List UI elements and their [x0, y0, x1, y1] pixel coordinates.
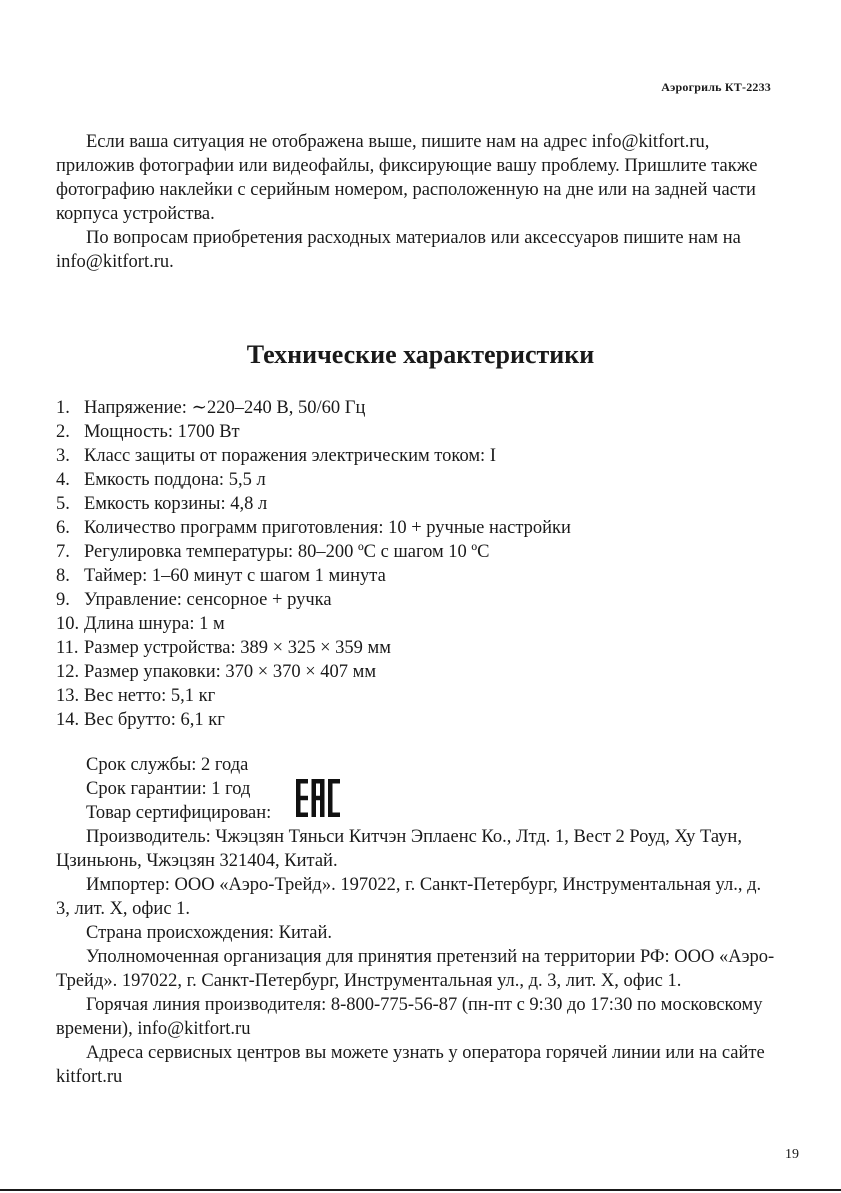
importer: Импортер: ООО «Аэро-Трейд». 197022, г. Санкт-Петербург, Инструментальная ул., д. 3, лит. Х, офис 1.	[56, 875, 762, 919]
spec-text: Количество программ приготовления: 10 + ручные настройки	[84, 518, 571, 538]
spec-item	[56, 420, 776, 444]
spec-text: Вес брутто: 6,1 кг	[84, 710, 225, 730]
spec-text: Емкость корзины: 4,8 л	[84, 494, 268, 514]
spec-number: 5.	[56, 494, 70, 514]
spec-text: Длина шнура: 1 м	[84, 614, 225, 634]
spec-number: 14.	[56, 710, 80, 730]
spec-text: Размер устройства: 389 × 325 × 359 мм	[84, 638, 391, 658]
spec-number: 2.	[56, 422, 70, 442]
spec-item	[56, 396, 776, 420]
eac-mark-icon	[296, 779, 340, 817]
spec-item	[56, 660, 776, 684]
spec-text: Напряжение: ∼220–240 В, 50/60 Гц	[84, 398, 366, 418]
spec-item	[56, 636, 776, 660]
spec-item	[56, 492, 776, 516]
spec-text: Вес нетто: 5,1 кг	[84, 686, 216, 706]
page-bottom-rule	[0, 1189, 841, 1191]
spec-number: 8.	[56, 566, 70, 586]
warranty-period: Срок гарантии: 1 год	[86, 779, 251, 799]
certified-label: Товар сертифицирован:	[86, 803, 272, 823]
certification-block	[56, 753, 776, 825]
spec-text: Размер упаковки: 370 × 370 × 407 мм	[84, 662, 377, 682]
section-title: Технические характеристики	[246, 340, 595, 369]
country-of-origin: Страна происхождения: Китай.	[86, 923, 332, 943]
intro-section	[56, 130, 776, 274]
page-number: 19	[785, 1147, 799, 1162]
service-life: Срок службы: 2 года	[86, 755, 249, 775]
authorized-organization: Уполномоченная организация для принятия претензий на территории РФ: ООО «Аэро-Трейд». 197022, г. Санкт-Петербург, Инструментальная ул., д. 3, лит. Х, офис 1.	[56, 947, 775, 991]
spec-item	[56, 708, 776, 732]
spec-number: 1.	[56, 398, 70, 418]
spec-text: Управление: сенсорное + ручка	[84, 590, 332, 610]
spec-number: 7.	[56, 542, 70, 562]
spec-number: 9.	[56, 590, 70, 610]
service-centers: Адреса сервисных центров вы можете узнать у оператора горячей линии или на сайте kitfort.ru	[56, 1043, 765, 1087]
spec-item	[56, 588, 776, 612]
spec-item	[56, 612, 776, 636]
spec-number: 11.	[56, 638, 79, 658]
spec-item	[56, 516, 776, 540]
intro-paragraph: Если ваша ситуация не отображена выше, пишите нам на адрес info@kitfort.ru, приложив фотографии или видеофайлы, фиксирующие вашу проблему. Пришлите также фотографию наклейки с серийным номером, расположенную на дне или на задней части корпуса устройства.	[56, 132, 758, 224]
spec-item	[56, 444, 776, 468]
info-section	[56, 753, 776, 1089]
spec-text: Емкость поддона: 5,5 л	[84, 470, 266, 490]
spec-item	[56, 540, 776, 564]
specs-list	[56, 396, 776, 732]
spec-number: 6.	[56, 518, 70, 538]
intro-paragraph: По вопросам приобретения расходных материалов или аксессуаров пишите нам на info@kitfort.ru.	[56, 228, 741, 272]
spec-number: 13.	[56, 686, 80, 706]
running-header: Аэрогриль КТ-2233	[661, 80, 771, 94]
spec-text: Мощность: 1700 Вт	[84, 422, 240, 442]
spec-text: Таймер: 1–60 минут с шагом 1 минута	[84, 566, 386, 586]
spec-number: 12.	[56, 662, 80, 682]
spec-item	[56, 684, 776, 708]
spec-text: Регулировка температуры: 80–200 ºС с шагом 10 ºС	[84, 542, 490, 562]
spec-item	[56, 564, 776, 588]
spec-number: 10.	[56, 614, 80, 634]
hotline: Горячая линия производителя: 8-800-775-56-87 (пн-пт с 9:30 до 17:30 по московскому времени), info@kitfort.ru	[56, 995, 763, 1039]
spec-number: 4.	[56, 470, 70, 490]
spec-number: 3.	[56, 446, 70, 466]
spec-text: Класс защиты от поражения электрическим током: I	[84, 446, 496, 466]
manufacturer: Производитель: Чжэцзян Тяньси Китчэн Эплаенс Ко., Лтд. 1, Вест 2 Роуд, Ху Таун, Цзиньюнь, Чжэцзян 321404, Китай.	[56, 827, 742, 871]
spec-item	[56, 468, 776, 492]
